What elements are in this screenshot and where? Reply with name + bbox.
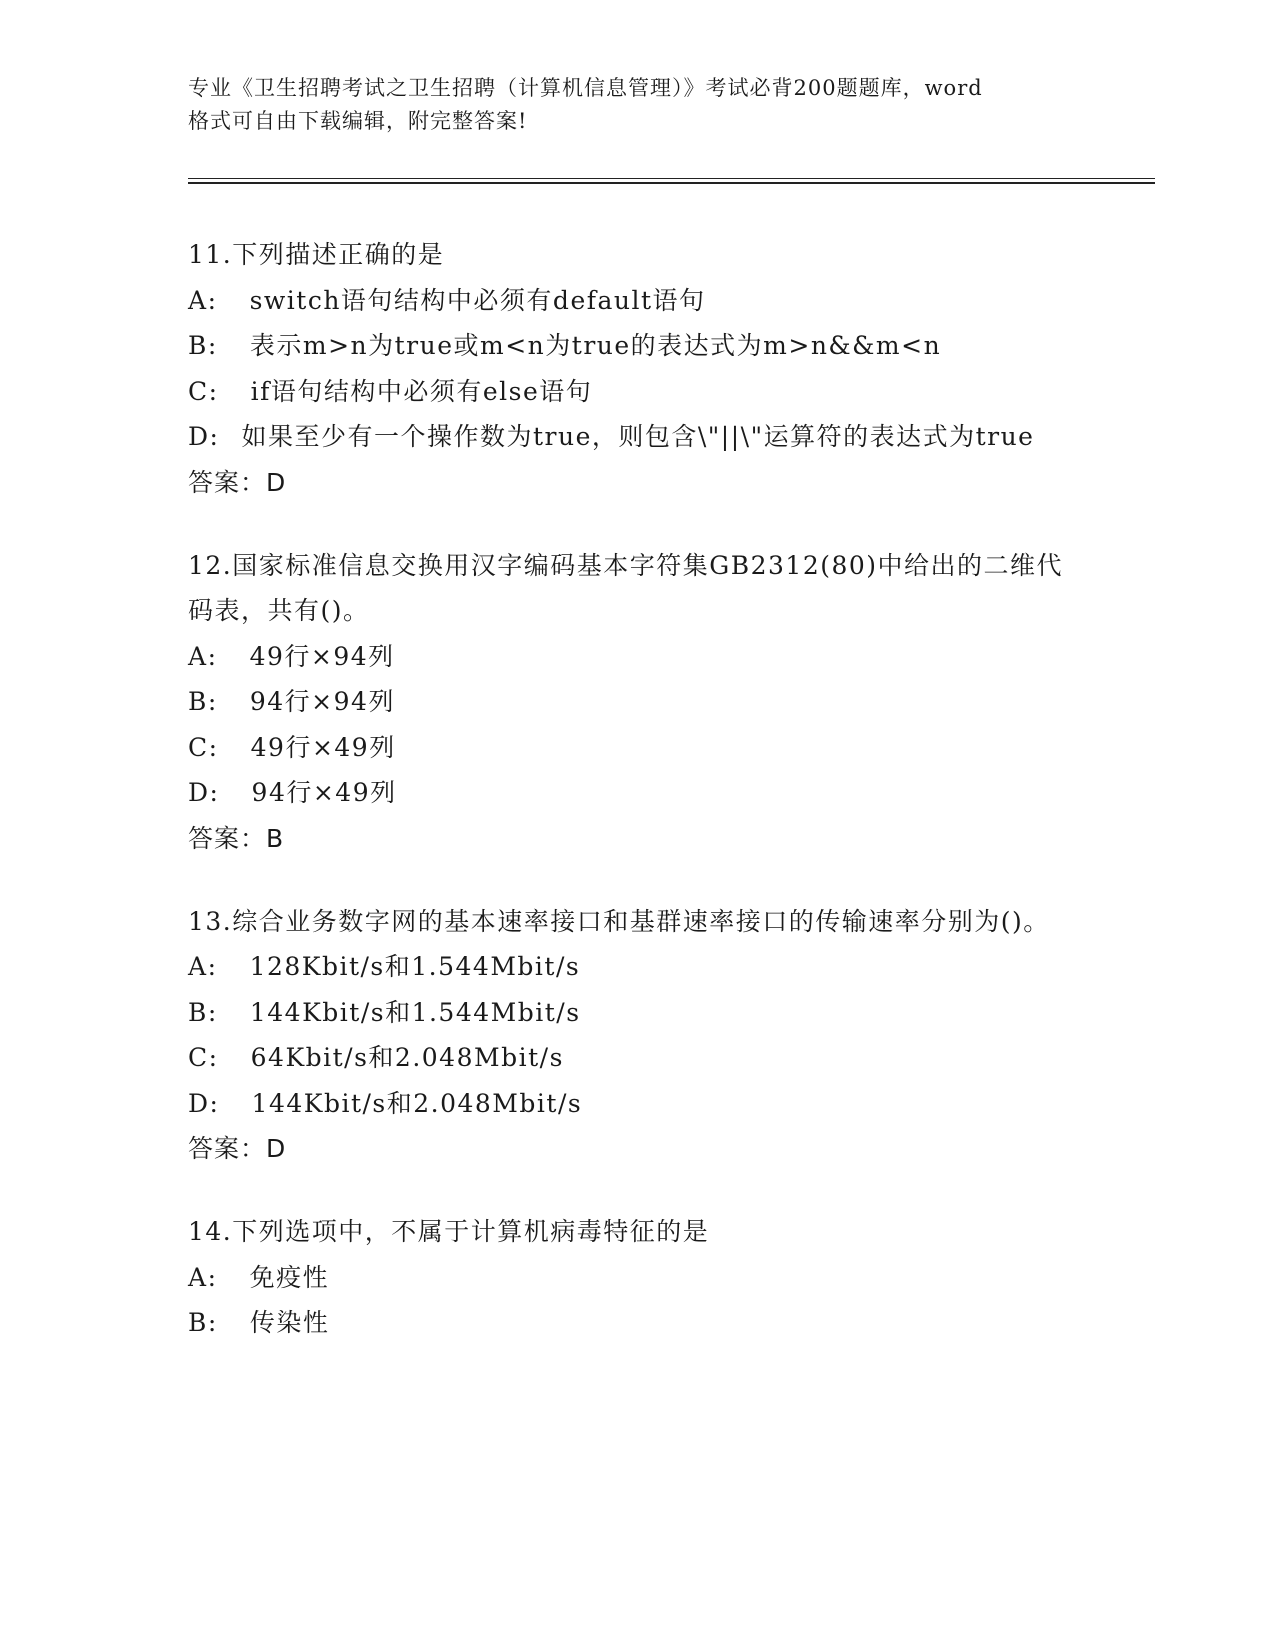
option-b	[188, 323, 1088, 369]
option-text: 免疫性	[249, 1262, 330, 1292]
option-letter: A	[188, 1262, 208, 1292]
option-separator: :	[208, 1043, 219, 1072]
option-letter: A	[188, 285, 208, 315]
option-letter: C	[188, 1043, 209, 1072]
option-text: 94行×49列	[251, 778, 397, 807]
option-text: 144Kbit/s和1.544Mbit/s	[249, 997, 581, 1027]
option-d	[188, 770, 1088, 816]
option-separator: :	[208, 376, 219, 406]
option-separator: :	[207, 997, 218, 1027]
option-d	[188, 414, 1088, 460]
header-line-2: 格式可自由下载编辑，附完整答案!	[188, 109, 528, 133]
question-stem: 11.下列描述正确的是	[188, 240, 445, 269]
option-text: 94行×94列	[249, 687, 395, 716]
header-divider-thick	[188, 182, 1155, 184]
option-text: 表示m>n为true或m<n为true的表达式为m>n&&m<n	[249, 331, 942, 360]
option-letter: C	[188, 732, 209, 762]
option-letter: B	[188, 1308, 208, 1337]
option-letter: C	[188, 376, 209, 406]
option-separator: :	[208, 732, 219, 762]
question-stem: 14.下列选项中，不属于计算机病毒特征的是	[188, 1217, 710, 1246]
option-text: 49行×94列	[249, 641, 395, 671]
option-separator: :	[209, 1088, 220, 1118]
option-b	[188, 679, 1088, 725]
question-13	[188, 899, 1088, 1172]
option-a	[188, 944, 1088, 990]
option-separator: :	[207, 1308, 218, 1337]
option-letter: B	[188, 687, 208, 716]
question-14	[188, 1209, 1088, 1346]
option-text: 128Kbit/s和1.544Mbit/s	[249, 952, 581, 981]
option-separator: :	[207, 285, 218, 315]
option-text: 如果至少有一个操作数为true，则包含\"||\"运算符的表达式为true	[241, 422, 1035, 451]
option-text: 传染性	[249, 1308, 330, 1337]
question-stem: 12.国家标准信息交换用汉字编码基本字符集GB2312(80)中给出的二维代码表，共有()。	[188, 550, 1064, 625]
option-letter: B	[188, 331, 208, 360]
option-letter: D	[188, 422, 210, 451]
document-header	[188, 72, 1088, 138]
option-letter: D	[188, 1088, 210, 1118]
option-separator: :	[209, 422, 220, 451]
option-separator: :	[209, 778, 220, 807]
option-letter: A	[188, 641, 208, 671]
option-a	[188, 278, 1088, 324]
answer-line: 答案：B	[188, 823, 285, 853]
answer-line: 答案：D	[188, 1134, 287, 1163]
option-separator: :	[207, 1262, 218, 1292]
option-c	[188, 725, 1088, 771]
option-separator: :	[207, 331, 218, 360]
header-line-1: 专业《卫生招聘考试之卫生招聘（计算机信息管理）》考试必背200题题库，word	[188, 76, 983, 100]
option-text: 144Kbit/s和2.048Mbit/s	[251, 1088, 583, 1118]
option-a	[188, 1255, 1088, 1301]
option-a	[188, 634, 1088, 680]
header-divider-thin	[188, 178, 1155, 179]
option-b	[188, 1300, 1088, 1346]
option-separator: :	[207, 641, 218, 671]
question-12	[188, 543, 1088, 861]
option-b	[188, 990, 1088, 1036]
option-d	[188, 1081, 1088, 1127]
option-separator: :	[207, 952, 218, 981]
question-list	[188, 232, 1088, 1384]
answer-line: 答案：D	[188, 467, 287, 497]
option-c	[188, 369, 1088, 415]
option-letter: A	[188, 952, 208, 981]
option-letter: B	[188, 997, 208, 1027]
question-stem: 13.综合业务数字网的基本速率接口和基群速率接口的传输速率分别为()。	[188, 906, 1050, 936]
option-text: 64Kbit/s和2.048Mbit/s	[250, 1043, 564, 1072]
option-letter: D	[188, 778, 210, 807]
option-text: if语句结构中必须有else语句	[250, 376, 593, 406]
option-c	[188, 1035, 1088, 1081]
question-11	[188, 232, 1088, 505]
option-text: switch语句结构中必须有default语句	[249, 285, 706, 315]
option-text: 49行×49列	[250, 732, 396, 762]
option-separator: :	[207, 687, 218, 716]
